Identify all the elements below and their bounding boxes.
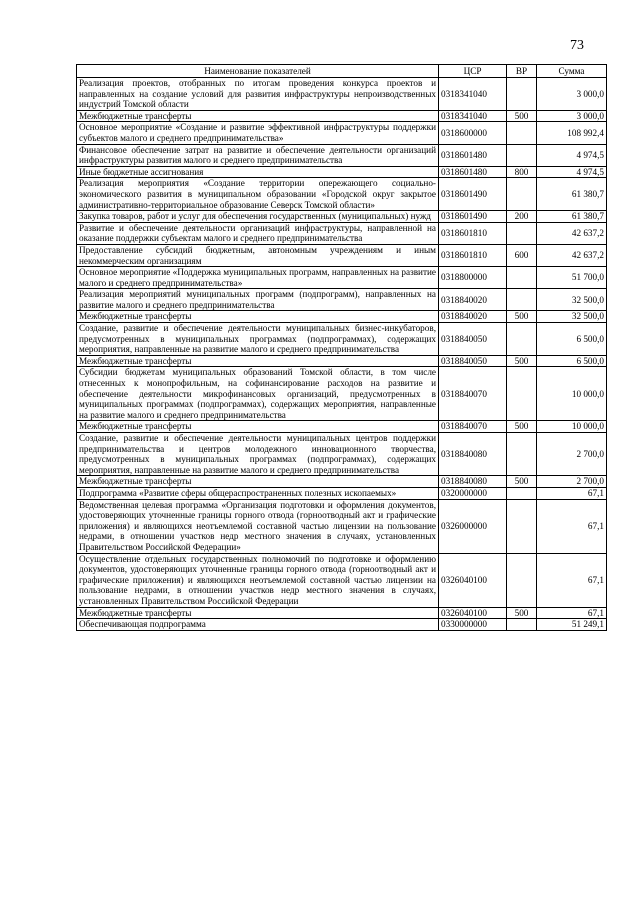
row-vr-cell [507,487,537,499]
row-sum-cell: 2 700,0 [537,433,607,476]
row-sum-cell: 67,1 [537,607,607,619]
row-name-cell: Реализация проектов, отобранных по итогам проведения конкурса проектов и направленных на создание условий для развития инфраструктуры непроизводственных индустрий Томской области [77,78,439,111]
table-row [77,553,607,607]
row-sum-cell: 42 637,2 [537,222,607,244]
row-sum-cell: 4 974,5 [537,166,607,178]
row-csr-cell: 0318840080 [439,476,507,488]
row-csr-cell: 0318840020 [439,289,507,311]
row-sum-cell: 51 700,0 [537,267,607,289]
table-row [77,211,607,223]
row-vr-cell [507,499,537,553]
table-row [77,421,607,433]
row-sum-cell: 3 000,0 [537,78,607,111]
row-name-cell: Субсидии бюджетам муниципальных образований Томской области, в том числе отнесенных к монопрофильным, на софинансирование расходов на развитие и обеспечение деятельности микрофинансовых организаций, предусмотренных в муниципальных программах (подпрограммах), содержащих мероприятия, направленные на развитие малого и среднего предпринимательства [77,367,439,421]
row-vr-cell: 500 [507,110,537,122]
row-name-cell: Основное мероприятие «Создание и развитие эффективной инфраструктуры поддержки субъектов малого и среднего предпринимательства» [77,122,439,144]
row-sum-cell: 61 380,7 [537,211,607,223]
page-number: 73 [570,38,584,53]
row-csr-cell: 0318840080 [439,433,507,476]
row-csr-cell: 0318601480 [439,166,507,178]
row-sum-cell: 67,1 [537,499,607,553]
row-csr-cell: 0318840070 [439,367,507,421]
table-row [77,433,607,476]
table-row [77,289,607,311]
row-csr-cell: 0318600000 [439,122,507,144]
row-name-cell: Межбюджетные трансферты [77,607,439,619]
table-row [77,222,607,244]
header-name: Наименование показателей [77,65,439,78]
row-name-cell: Ведомственная целевая программа «Организация подготовки и оформления документов, удостоверяющих уточненные границы горного отвода (горноотводный акт и графические приложения) и являющихся неотъемлемой составной частью лицензии на пользование недрами, в отношении участков недр местного значения в случаях, установленных Правительством Российской Федерации» [77,499,439,553]
table-row [77,323,607,356]
table-row [77,367,607,421]
table-row [77,487,607,499]
table-row [77,476,607,488]
header-vr: ВР [507,65,537,78]
row-vr-cell: 500 [507,311,537,323]
row-vr-cell [507,367,537,421]
row-vr-cell: 800 [507,166,537,178]
row-name-cell: Основное мероприятие «Поддержка муниципальных программ, направленных на развитие малого и среднего предпринимательства» [77,267,439,289]
table-row [77,607,607,619]
row-name-cell: Подпрограмма «Развитие сферы общераспространенных полезных ископаемых» [77,487,439,499]
row-name-cell: Реализация мероприятия «Создание территории опережающего социально-экономического развития в муниципальном образовании «Городской округ закрытое административно-территориальное образование Северск Томской области» [77,178,439,211]
table-row [77,619,607,631]
table-row [77,355,607,367]
row-name-cell: Создание, развитие и обеспечение деятельности муниципальных бизнес-инкубаторов, предусмотренных в муниципальных программах (подпрограммах), содержащих мероприятия, направленные на развитие малого и среднего предпринимательства [77,323,439,356]
table-row [77,499,607,553]
row-csr-cell: 0318601490 [439,178,507,211]
row-vr-cell [507,553,537,607]
row-vr-cell [507,323,537,356]
row-vr-cell: 500 [507,607,537,619]
row-sum-cell: 61 380,7 [537,178,607,211]
row-name-cell: Иные бюджетные ассигнования [77,166,439,178]
table-row [77,244,607,266]
row-sum-cell: 32 500,0 [537,289,607,311]
row-csr-cell: 0318341040 [439,110,507,122]
row-csr-cell: 0318601480 [439,144,507,166]
row-csr-cell: 0318840050 [439,323,507,356]
row-name-cell: Закупка товаров, работ и услуг для обеспечения государственных (муниципальных) нужд [77,211,439,223]
row-sum-cell: 10 000,0 [537,421,607,433]
table-row [77,166,607,178]
row-vr-cell: 500 [507,355,537,367]
row-csr-cell: 0326040100 [439,553,507,607]
row-vr-cell [507,222,537,244]
budget-table [76,64,607,631]
row-csr-cell: 0318601490 [439,211,507,223]
row-name-cell: Межбюджетные трансферты [77,355,439,367]
row-vr-cell [507,267,537,289]
row-sum-cell: 67,1 [537,487,607,499]
row-sum-cell: 4 974,5 [537,144,607,166]
row-name-cell: Создание, развитие и обеспечение деятельности муниципальных центров поддержки предпринимательства и центров молодежного инновационного творчества, предусмотренных в муниципальных программах (подпрограммах), содержащих мероприятия, направленные на развитие малого и среднего предпринимательства [77,433,439,476]
row-csr-cell: 0318840070 [439,421,507,433]
row-name-cell: Межбюджетные трансферты [77,476,439,488]
row-sum-cell: 108 992,4 [537,122,607,144]
row-vr-cell [507,289,537,311]
row-csr-cell: 0330000000 [439,619,507,631]
table-header-row [77,65,607,78]
row-csr-cell: 0318840050 [439,355,507,367]
row-name-cell: Обеспечивающая подпрограмма [77,619,439,631]
row-vr-cell [507,78,537,111]
row-csr-cell: 0326000000 [439,499,507,553]
table-row [77,178,607,211]
row-sum-cell: 10 000,0 [537,367,607,421]
row-vr-cell [507,178,537,211]
table-body [77,78,607,631]
row-sum-cell: 42 637,2 [537,244,607,266]
row-vr-cell [507,433,537,476]
row-name-cell: Предоставление субсидий бюджетным, автономным учреждениям и иным некоммерческим организациям [77,244,439,266]
row-vr-cell [507,144,537,166]
row-csr-cell: 0318840020 [439,311,507,323]
row-csr-cell: 0326040100 [439,607,507,619]
row-sum-cell: 67,1 [537,553,607,607]
table-row [77,144,607,166]
row-vr-cell: 500 [507,421,537,433]
header-sum: Сумма [537,65,607,78]
row-sum-cell: 32 500,0 [537,311,607,323]
row-vr-cell [507,122,537,144]
row-name-cell: Реализация мероприятий муниципальных программ (подпрограмм), направленных на развитие малого и среднего предпринимательства [77,289,439,311]
row-name-cell: Осуществление отдельных государственных полномочий по подготовке и оформлению документов, удостоверяющих уточненные границы горного отвода (горноотводный акт и графические приложения) и являющихся неотъемлемой составной частью лицензии на пользование недрами, в отношении участков недр местного значения в случаях, установленных Правительством Российской Федерации [77,553,439,607]
row-csr-cell: 0320000000 [439,487,507,499]
row-sum-cell: 2 700,0 [537,476,607,488]
row-vr-cell: 200 [507,211,537,223]
row-name-cell: Развитие и обеспечение деятельности организаций инфраструктуры, направленной на оказание поддержки субъектам малого и среднего предпринимательства [77,222,439,244]
row-name-cell: Финансовое обеспечение затрат на развитие и обеспечение деятельности организаций инфраструктуры развития малого и среднего предпринимательства [77,144,439,166]
row-sum-cell: 51 249,1 [537,619,607,631]
row-name-cell: Межбюджетные трансферты [77,421,439,433]
row-csr-cell: 0318341040 [439,78,507,111]
row-sum-cell: 6 500,0 [537,355,607,367]
row-csr-cell: 0318601810 [439,222,507,244]
row-csr-cell: 0318601810 [439,244,507,266]
row-name-cell: Межбюджетные трансферты [77,311,439,323]
table-row [77,110,607,122]
table-row [77,122,607,144]
row-sum-cell: 6 500,0 [537,323,607,356]
row-sum-cell: 3 000,0 [537,110,607,122]
row-name-cell: Межбюджетные трансферты [77,110,439,122]
row-csr-cell: 0318800000 [439,267,507,289]
table-row [77,267,607,289]
header-csr: ЦСР [439,65,507,78]
row-vr-cell [507,619,537,631]
row-vr-cell: 600 [507,244,537,266]
table-row [77,311,607,323]
table-row [77,78,607,111]
row-vr-cell: 500 [507,476,537,488]
